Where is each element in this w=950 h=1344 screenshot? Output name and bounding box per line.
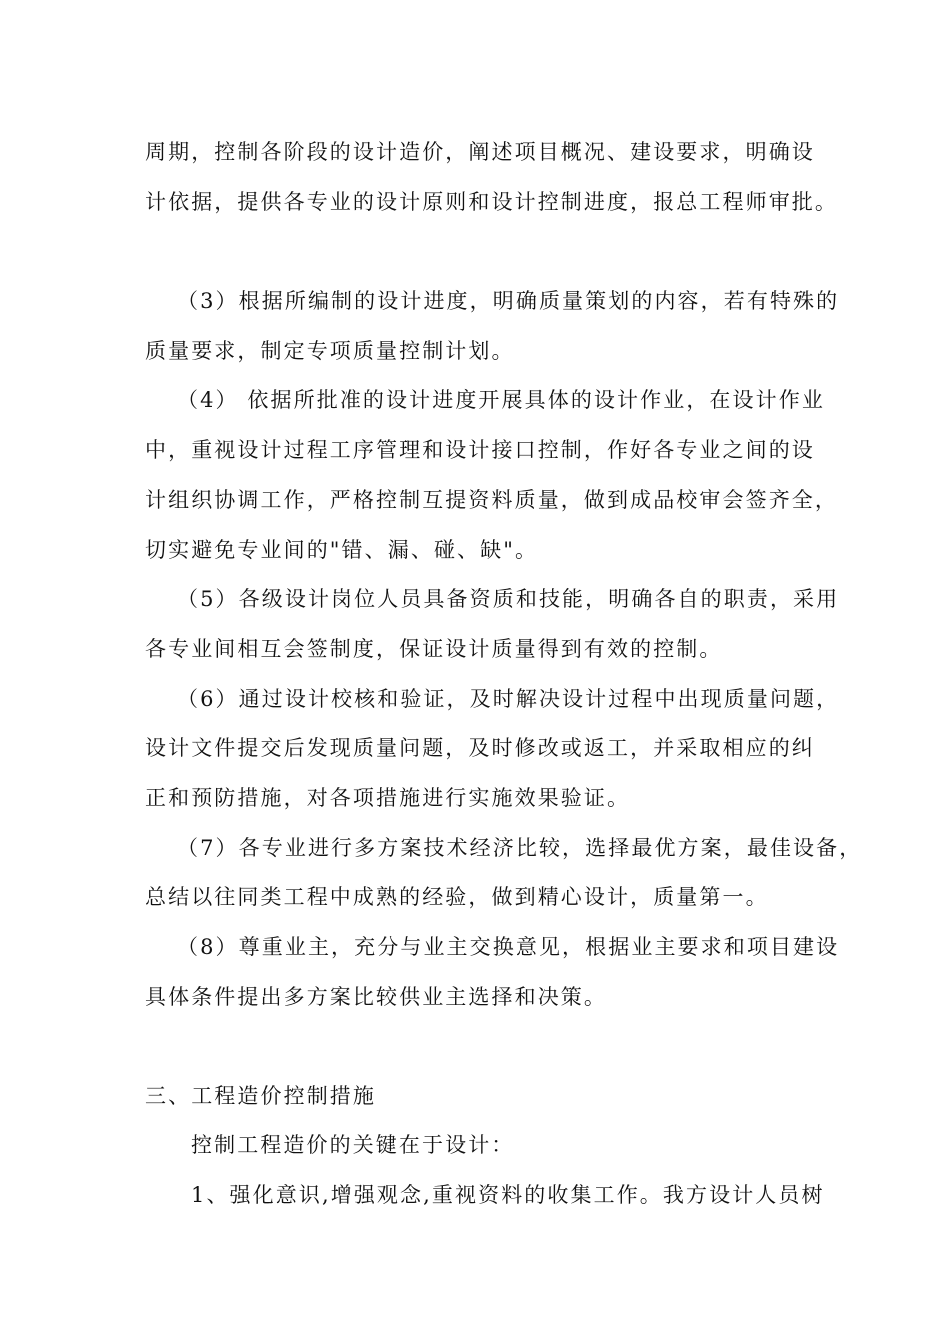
paragraph-3-line-1: （3）根据所编制的设计进度，明确质量策划的内容，若有特殊的	[177, 289, 840, 313]
paragraph-7-line-2: 总结以往同类工程中成熟的经验，做到精心设计，质量第一。	[145, 885, 769, 909]
section-3-item-1: 1、强化意识,增强观念,重视资料的收集工作。我方设计人员树	[191, 1183, 825, 1207]
paragraph-6-line-3: 正和预防措施，对各项措施进行实施效果验证。	[145, 786, 631, 810]
paragraph-5-line-1: （5）各级设计岗位人员具备资质和技能，明确各自的职责，采用	[177, 587, 840, 611]
paragraph-3-line-2: 质量要求，制定专项质量控制计划。	[145, 339, 515, 363]
paragraph-5-line-2: 各专业间相互会签制度，保证设计质量得到有效的控制。	[145, 637, 723, 661]
paragraph-4-line-1: （4） 依据所批准的设计进度开展具体的设计作业，在设计作业	[177, 388, 825, 412]
paragraph-1-line-2: 计依据，提供各专业的设计原则和设计控制进度，报总工程师审批。	[145, 190, 838, 214]
paragraph-6-line-2: 设计文件提交后发现质量问题，及时修改或返工，并采取相应的纠	[145, 736, 815, 760]
paragraph-6-line-1: （6）通过设计校核和验证，及时解决设计过程中出现质量问题，	[177, 687, 840, 711]
paragraph-1-line-1: 周期，控制各阶段的设计造价，阐述项目概况、建设要求，明确设	[145, 140, 815, 164]
paragraph-8-line-2: 具体条件提出多方案比较供业主选择和决策。	[145, 985, 607, 1009]
paragraph-4-line-3: 计组织协调工作，严格控制互提资料质量，做到成品校审会签齐全，	[145, 488, 838, 512]
section-3-heading: 三、工程造价控制措施	[145, 1084, 376, 1108]
section-3-intro: 控制工程造价的关键在于设计：	[191, 1133, 515, 1157]
paragraph-4-line-4: 切实避免专业间的"错、漏、碰、缺"。	[145, 538, 539, 562]
paragraph-7-line-1: （7）各专业进行多方案技术经济比较，选择最优方案，最佳设备，	[177, 836, 863, 860]
paragraph-4-line-2: 中，重视设计过程工序管理和设计接口控制，作好各专业之间的设	[145, 438, 815, 462]
paragraph-8-line-1: （8）尊重业主，充分与业主交换意见，根据业主要求和项目建设	[177, 935, 840, 959]
